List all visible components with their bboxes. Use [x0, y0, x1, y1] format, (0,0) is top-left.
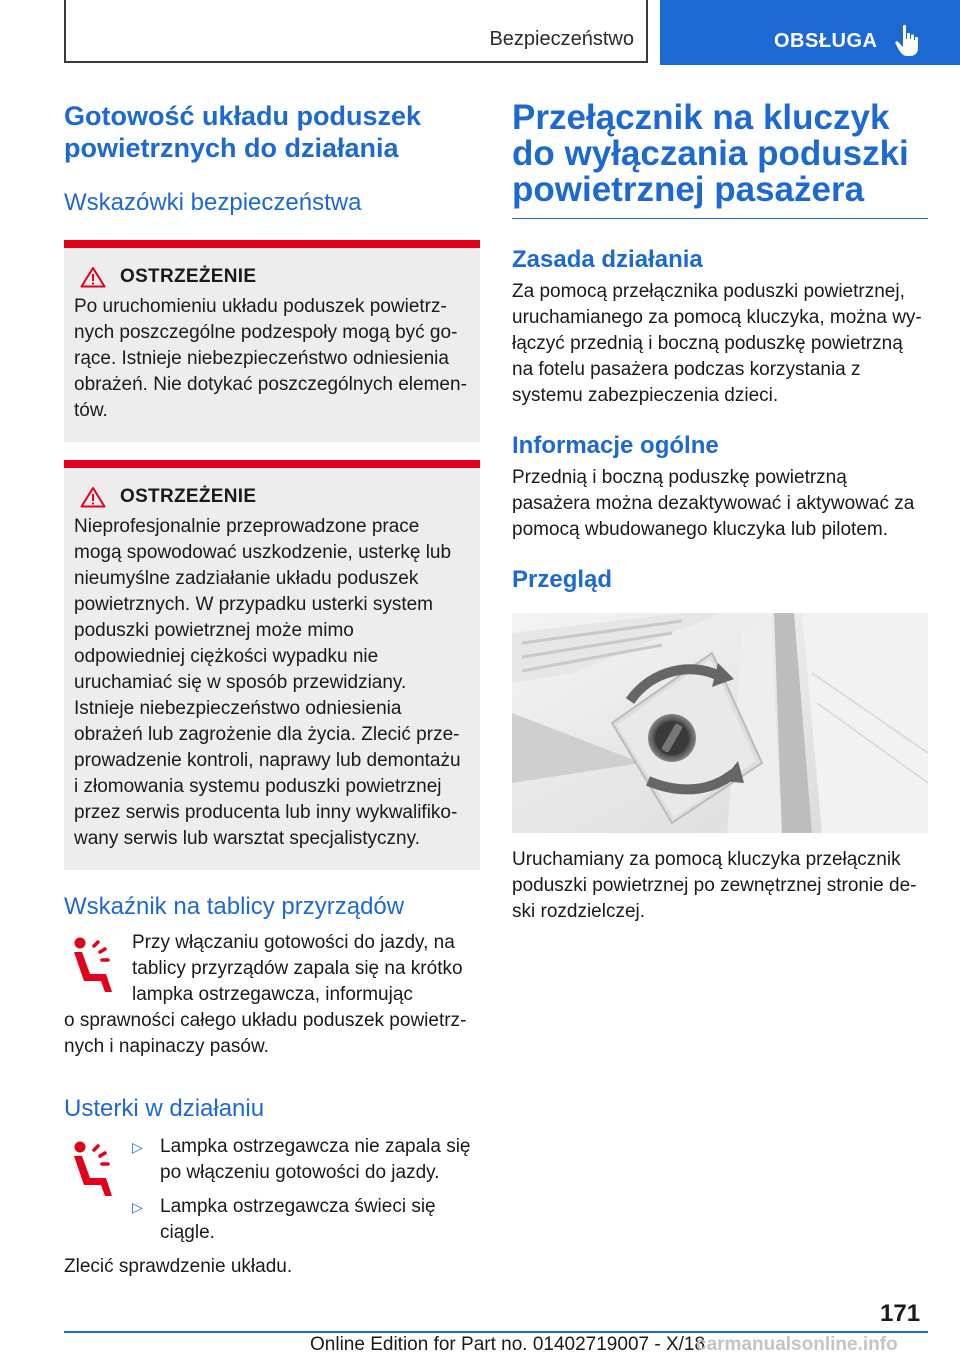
overview-heading: Przegląd: [512, 566, 613, 593]
safety-notes-heading: Wskazówki bezpieczeństwa: [64, 189, 362, 216]
fault-item-text: Lampka ostrzegawcza nie zapala się po włączeniu gotowości do jazdy.: [160, 1136, 471, 1183]
header-chapter-label: OBSŁUGA: [774, 30, 878, 52]
faults-paragraph: [64, 1134, 480, 1280]
principle-text: Za pomocą przełącznika poduszki powietrznej, uruchamianego za pomocą kluczyka, można wyłączyć przednią i boczną poduszkę powietrzną na fotelu pasażera podczas korzystania z systemu zabezpieczenia dzieci.: [512, 281, 922, 406]
bullet-triangle-icon: ▷: [132, 1199, 143, 1215]
header-section-title: Bezpieczeństwo: [489, 28, 634, 50]
header-section-box: [64, 0, 648, 63]
list-item: [132, 1134, 480, 1186]
indicator-text-indented: Przy włączaniu gotowości do jazdy, na tablicy przyrządów zapala się na krótko lampka ostrzegawcza, informując: [132, 932, 463, 1005]
hand-pointer-icon: [894, 24, 922, 58]
faults-action-text: Zlecić sprawdzenie układu.: [64, 1256, 293, 1277]
right-column: [512, 100, 928, 925]
list-item: [132, 1194, 480, 1246]
warning-triangle-icon: [80, 486, 106, 508]
airbag-key-switch-photo: [512, 613, 928, 833]
indicator-text: o sprawności całego układu poduszek powietrznych i napinaczy pasów.: [64, 1010, 467, 1057]
warning-box-1: [64, 240, 480, 442]
warning-text: Po uruchomieniu układu poduszek powietrznych poszczególne podzespoły mogą być gorące. Istnieje niebezpieczeństwo odniesienia obrażeń. Nie dotykać poszczególnych elementów.: [74, 296, 467, 421]
left-column: [64, 100, 480, 1280]
indicator-heading: Wskaźnik na tablicy przyrządów: [64, 893, 405, 920]
indicator-paragraph: [64, 930, 480, 1060]
bullet-triangle-icon: ▷: [132, 1139, 143, 1155]
footer-divider: [64, 1331, 928, 1333]
warning-label: OSTRZEŻENIE: [120, 266, 257, 287]
principle-heading: Zasada działania: [512, 246, 703, 273]
faults-heading: Usterki w działaniu: [64, 1095, 265, 1122]
warning-box-2: [64, 460, 480, 870]
faults-list: [64, 1134, 480, 1246]
footer-edition-text: Online Edition for Part no. 01402719007 - X/18: [310, 1334, 706, 1355]
warning-label: OSTRZEŻENIE: [120, 486, 257, 507]
warning-text: Nieprofesjonalnie przeprowadzone prace mogą spowodować uszkodzenie, usterkę lub nieumyślne zadziałanie układu poduszek powietrznych. W przypadku usterki system poduszki powietrznej może mimo odpowiedniej ciężkości wypadku nie uruchamiać się w sposób przewidziany. Istnieje niebezpieczeństwo odniesienia obrażeń lub zagrożenie dla życia. Zlecić przeprowadzenie kontroli, naprawy lub demontażu i złomowania systemu poduszki powietrznej przez serwis producenta lub inny wykwalifikowany serwis lub warsztat specjalistyczny.: [74, 516, 461, 849]
header-chapter-tab[interactable]: [660, 0, 960, 65]
airbag-warning-light-icon: [68, 936, 116, 994]
page-number: 171: [880, 1300, 921, 1327]
section-title-airbag-readiness: Gotowość układu poduszek powietrznych do działania: [64, 101, 422, 163]
general-info-text: Przednią i boczną poduszkę powietrzną pasażera można dezaktywować i aktywować za pomocą wbudowanego kluczyka lub pilotem.: [512, 467, 915, 540]
warning-triangle-icon: [80, 266, 106, 288]
photo-caption: Uruchamiany za pomocą kluczyka przełącznik poduszki powietrznej po zewnętrznej stronie deski rozdzielczej.: [512, 849, 917, 922]
footer-watermark: carmanualsonline.info: [696, 1334, 898, 1355]
fault-item-text: Lampka ostrzegawcza świeci się ciągle.: [160, 1196, 436, 1243]
airbag-warning-light-icon: [68, 1140, 116, 1198]
general-info-heading: Informacje ogólne: [512, 432, 719, 459]
section-title-airbag-key-switch: Przełącznik na kluczyk do wyłączania poduszki powietrznej pasażera: [512, 100, 928, 219]
